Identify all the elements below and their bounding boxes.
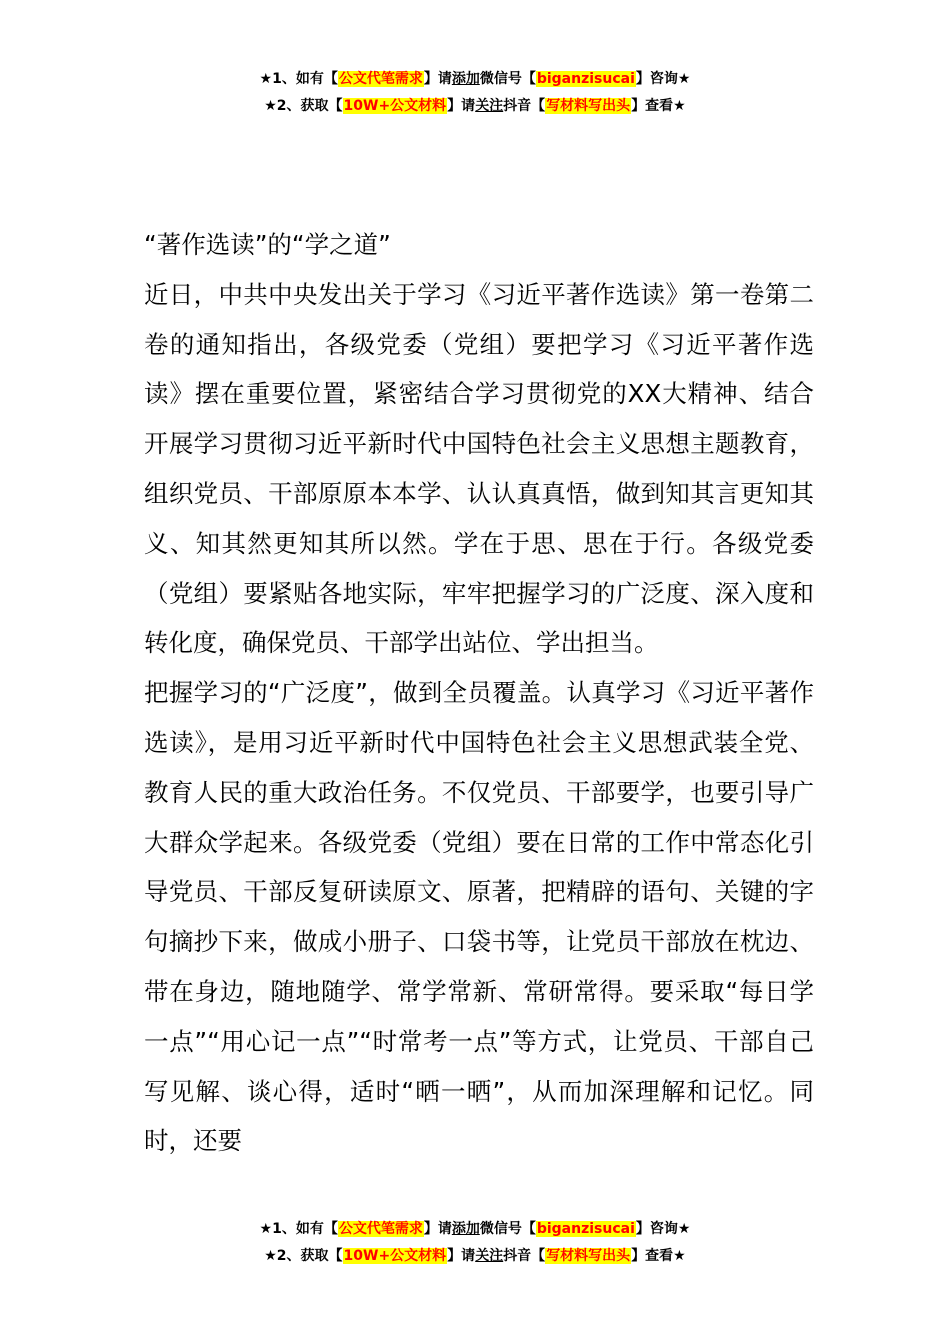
- footer-highlight-douyin: 写材料写出头: [546, 1248, 631, 1264]
- footer-highlight-materials: 10W+公文材料: [343, 1248, 447, 1264]
- footer-line-1-mid2: 微信号【: [479, 1221, 536, 1237]
- header-line-1: [0, 66, 950, 93]
- paragraph-intro: 近日，中共中央发出关于学习《习近平著作选读》第一卷第二卷的通知指出，各级党委（党组）要把学习《习近平著作选读》摆在重要位置，紧密结合学习贯彻党的XX大精神、结合开展学习贯彻习近平新时代中国特色社会主义思想主题教育，组织党员、干部原原本本学、认认真真悟，做到知其言更知其义、知其然更知其所以然。学在于思、思在于行。各级党委（党组）要紧贴各地实际，牢牢把握学习的广泛度、深入度和转化度，确保党员、干部学出站位、学出担当。: [144, 279, 814, 658]
- header-line-2: [0, 93, 950, 120]
- header-line-1-mid: 】请: [423, 71, 452, 87]
- header-line-2-suffix: 】查看★: [631, 98, 686, 114]
- footer-line-2: [0, 1243, 950, 1270]
- header-underlined-add: 添加: [451, 71, 480, 87]
- header-line-1-mid2: 微信号【: [479, 71, 536, 87]
- footer-banner: [0, 1216, 950, 1270]
- header-highlight-douyin: 写材料写出头: [546, 98, 631, 114]
- header-banner: [0, 66, 950, 120]
- document-body: [144, 220, 814, 1166]
- footer-line-2-suffix: 】查看★: [631, 1248, 686, 1264]
- header-line-2-mid: 】请: [447, 98, 476, 114]
- footer-highlight-service: 公文代笔需求: [338, 1221, 423, 1237]
- paragraph-breadth: 把握学习的“广泛度”，做到全员覆盖。认真学习《习近平著作选读》，是用习近平新时代中国特色社会主义思想武装全党、教育人民的重大政治任务。不仅党员、干部要学，也要引导广大群众学起来。各级党委（党组）要在日常的工作中常态化引导党员、干部反复研读原文、原著，把精辟的语句、关键的字句摘抄下来，做成小册子、口袋书等，让党员干部放在枕边、带在身边，随地随学、常学常新、常研常得。要采取“每日学一点”“用心记一点”“时常考一点”等方式，让党员、干部自己写见解、谈心得，适时“晒一晒”，从而加深理解和记忆。同时，还要: [144, 678, 814, 1156]
- header-underlined-follow: 关注: [475, 98, 504, 114]
- header-line-2-mid2: 抖音【: [503, 98, 546, 114]
- footer-line-1: [0, 1216, 950, 1243]
- header-line-1-prefix: ★1、如有【: [259, 71, 338, 87]
- footer-line-1-prefix: ★1、如有【: [259, 1221, 338, 1237]
- header-highlight-wechat-id: biganzisucai: [536, 71, 635, 87]
- header-line-1-suffix: 】咨询★: [635, 71, 691, 87]
- footer-line-1-suffix: 】咨询★: [635, 1221, 691, 1237]
- document-title: “著作选读”的“学之道”: [144, 230, 391, 259]
- header-line-2-prefix: ★2、获取【: [264, 98, 343, 114]
- footer-line-1-mid: 】请: [423, 1221, 452, 1237]
- header-highlight-materials: 10W+公文材料: [343, 98, 447, 114]
- footer-highlight-wechat-id: biganzisucai: [536, 1221, 635, 1237]
- footer-line-2-mid2: 抖音【: [503, 1248, 546, 1264]
- footer-underlined-add: 添加: [451, 1221, 480, 1237]
- header-highlight-service: 公文代笔需求: [338, 71, 423, 87]
- footer-underlined-follow: 关注: [475, 1248, 504, 1264]
- footer-line-2-mid: 】请: [447, 1248, 476, 1264]
- footer-line-2-prefix: ★2、获取【: [264, 1248, 343, 1264]
